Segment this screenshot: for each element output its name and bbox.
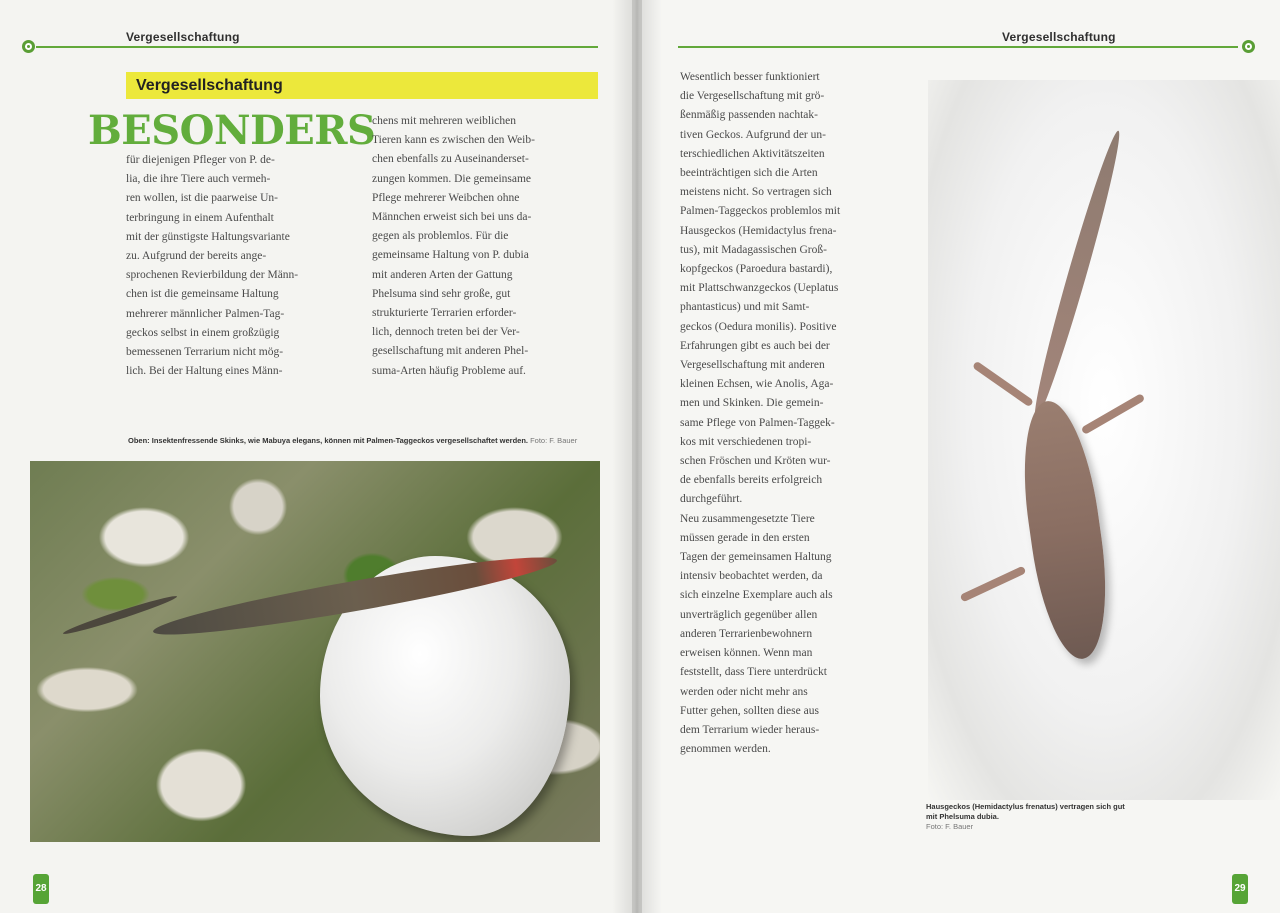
running-head: Vergesellschaftung <box>126 30 240 44</box>
text-line: ßenmäßig passenden nachtak- <box>680 109 818 122</box>
section-title: Vergesellschaftung <box>136 77 283 94</box>
gecko-leg <box>1081 393 1146 435</box>
text-line: lich, dennoch treten bei der Ver- <box>372 326 520 339</box>
text-line: anderen Terrarienbewohnern <box>680 627 813 640</box>
running-head: Vergesellschaftung <box>1002 30 1116 44</box>
text-line: bemessenen Terrarium nicht mög- <box>126 346 284 359</box>
text-line: tiven Geckos. Aufgrund der un- <box>680 128 826 141</box>
text-line: kopfgeckos (Paroedura bastardi), <box>680 263 833 276</box>
text-line: gesellschaftung mit anderen Phel- <box>372 345 529 358</box>
text-line: dem Terrarium wieder heraus- <box>680 723 820 736</box>
body-column-1 <box>126 151 356 381</box>
text-line: mehrerer männlicher Palmen-Tag- <box>126 307 285 320</box>
text-line: Wesentlich besser funktioniert <box>680 71 820 83</box>
text-line: Phelsuma sind sehr große, gut <box>372 287 511 300</box>
ornament-icon <box>22 40 35 53</box>
photo-credit: Foto: F. Bauer <box>530 436 578 445</box>
photo-caption <box>926 802 1126 832</box>
text-line: schen Fröschen und Kröten wur- <box>680 455 831 468</box>
body-column-3 <box>680 68 906 759</box>
text-line: men und Skinken. Die gemein- <box>680 397 824 410</box>
gecko-tail <box>1027 128 1127 421</box>
text-line: mit Plattschwanzgeckos (Ueplatus <box>680 282 839 295</box>
text-line: müssen gerade in den ersten <box>680 531 810 544</box>
header-rule <box>36 46 598 48</box>
text-line: meistens nicht. So vertragen sich <box>680 186 832 199</box>
text-line: de ebenfalls bereits erfolgreich <box>680 474 823 487</box>
text-line: für diejenigen Pfleger von P. de- <box>126 154 275 166</box>
header-rule <box>678 46 1238 48</box>
text-line: Tieren kann es zwischen den Weib- <box>372 134 535 147</box>
text-line: terbringung in einem Aufenthalt <box>126 211 274 224</box>
text-line: unverträglich gegenüber allen <box>680 608 818 621</box>
text-line: terschiedlichen Aktivitätszeiten <box>680 147 825 160</box>
body-column-2 <box>372 112 598 381</box>
section-heading-bar <box>126 72 598 99</box>
text-line: beeinträchtigen sich die Arten <box>680 167 818 180</box>
text-line: intensiv beobachtet werden, da <box>680 570 823 583</box>
text-line: geckos (Oedura monilis). Positive <box>680 320 837 333</box>
text-line: genommen werden. <box>680 743 771 756</box>
gecko-leg <box>960 566 1027 603</box>
text-line: chen ebenfalls zu Auseinanderset- <box>372 153 529 166</box>
text-line: lia, die ihre Tiere auch vermeh- <box>126 173 271 186</box>
text-line: sprochenen Revierbildung der Männ- <box>126 269 299 282</box>
text-line: durchgeführt. <box>680 493 743 506</box>
text-line: Hausgeckos (Hemidactylus frena- <box>680 224 837 237</box>
text-line: werden oder nicht mehr ans <box>680 685 808 698</box>
text-line: Erfahrungen gibt es auch bei der <box>680 339 830 352</box>
text-line: phantasticus) und mit Samt- <box>680 301 810 314</box>
text-line: zungen kommen. Die gemeinsame <box>372 172 532 185</box>
text-line: tus), mit Madagassischen Groß- <box>680 243 827 256</box>
gecko-photo <box>928 80 1280 800</box>
text-line: ren wollen, ist die paarweise Un- <box>126 192 279 205</box>
text-line: Palmen-Taggeckos problemlos mit <box>680 205 841 218</box>
text-line: gegen als problemlos. Für die <box>372 230 509 243</box>
text-line: kleinen Echsen, wie Anolis, Aga- <box>680 378 834 391</box>
text-line: sich einzelne Exemplare auch als <box>680 589 833 602</box>
text-line: zu. Aufgrund der bereits ange- <box>126 250 267 263</box>
caption-text: Oben: Insektenfressende Skinks, wie Mabuya elegans, können mit Palmen-Taggeckos vergesellschaftet werden. <box>128 436 528 445</box>
text-line: Tagen der gemeinsamen Haltung <box>680 551 832 564</box>
text-line: geckos selbst in einem großzügig <box>126 326 280 339</box>
text-line: same Pflege von Palmen-Taggek- <box>680 416 835 429</box>
text-line: erweisen können. Wenn man <box>680 647 813 660</box>
text-line: Futter gehen, sollten diese aus <box>680 704 819 717</box>
text-line: Männchen erweist sich bei uns da- <box>372 211 532 224</box>
caption-text: Hausgeckos (Hemidactylus frenatus) vertragen sich gut mit Phelsuma dubia. <box>926 802 1125 821</box>
text-line: suma-Arten häufig Probleme auf. <box>372 364 526 377</box>
gecko-body <box>1012 396 1118 663</box>
dropcap-word: BESONDERS <box>88 107 376 154</box>
text-line: gemeinsame Haltung von P. dubia <box>372 249 529 262</box>
page-number: 28 <box>33 874 49 904</box>
text-line: die Vergesellschaftung mit grö- <box>680 90 825 103</box>
ornament-icon <box>1242 40 1255 53</box>
left-page <box>0 0 632 913</box>
photo-credit: Foto: F. Bauer <box>926 822 974 831</box>
text-line: strukturierte Terrarien erforder- <box>372 307 517 320</box>
text-line: lich. Bei der Haltung eines Männ- <box>126 365 283 378</box>
text-line: chen ist die gemeinsame Haltung <box>126 288 279 301</box>
text-line: mit der günstigste Haltungsvariante <box>126 230 290 243</box>
text-line: Vergesellschaftung mit anderen <box>680 359 825 372</box>
page-number: 29 <box>1232 874 1248 904</box>
gecko-leg <box>972 361 1034 408</box>
text-line: kos mit verschiedenen tropi- <box>680 435 812 448</box>
text-line: mit anderen Arten der Gattung <box>372 268 513 281</box>
text-line: chens mit mehreren weiblichen <box>372 115 517 127</box>
text-line: Neu zusammengesetzte Tiere <box>680 512 815 525</box>
text-line: feststellt, dass Tiere unterdrückt <box>680 666 827 679</box>
photo-caption <box>128 436 598 446</box>
skink-photo <box>30 461 600 842</box>
text-line: Pflege mehrerer Weibchen ohne <box>372 191 520 204</box>
